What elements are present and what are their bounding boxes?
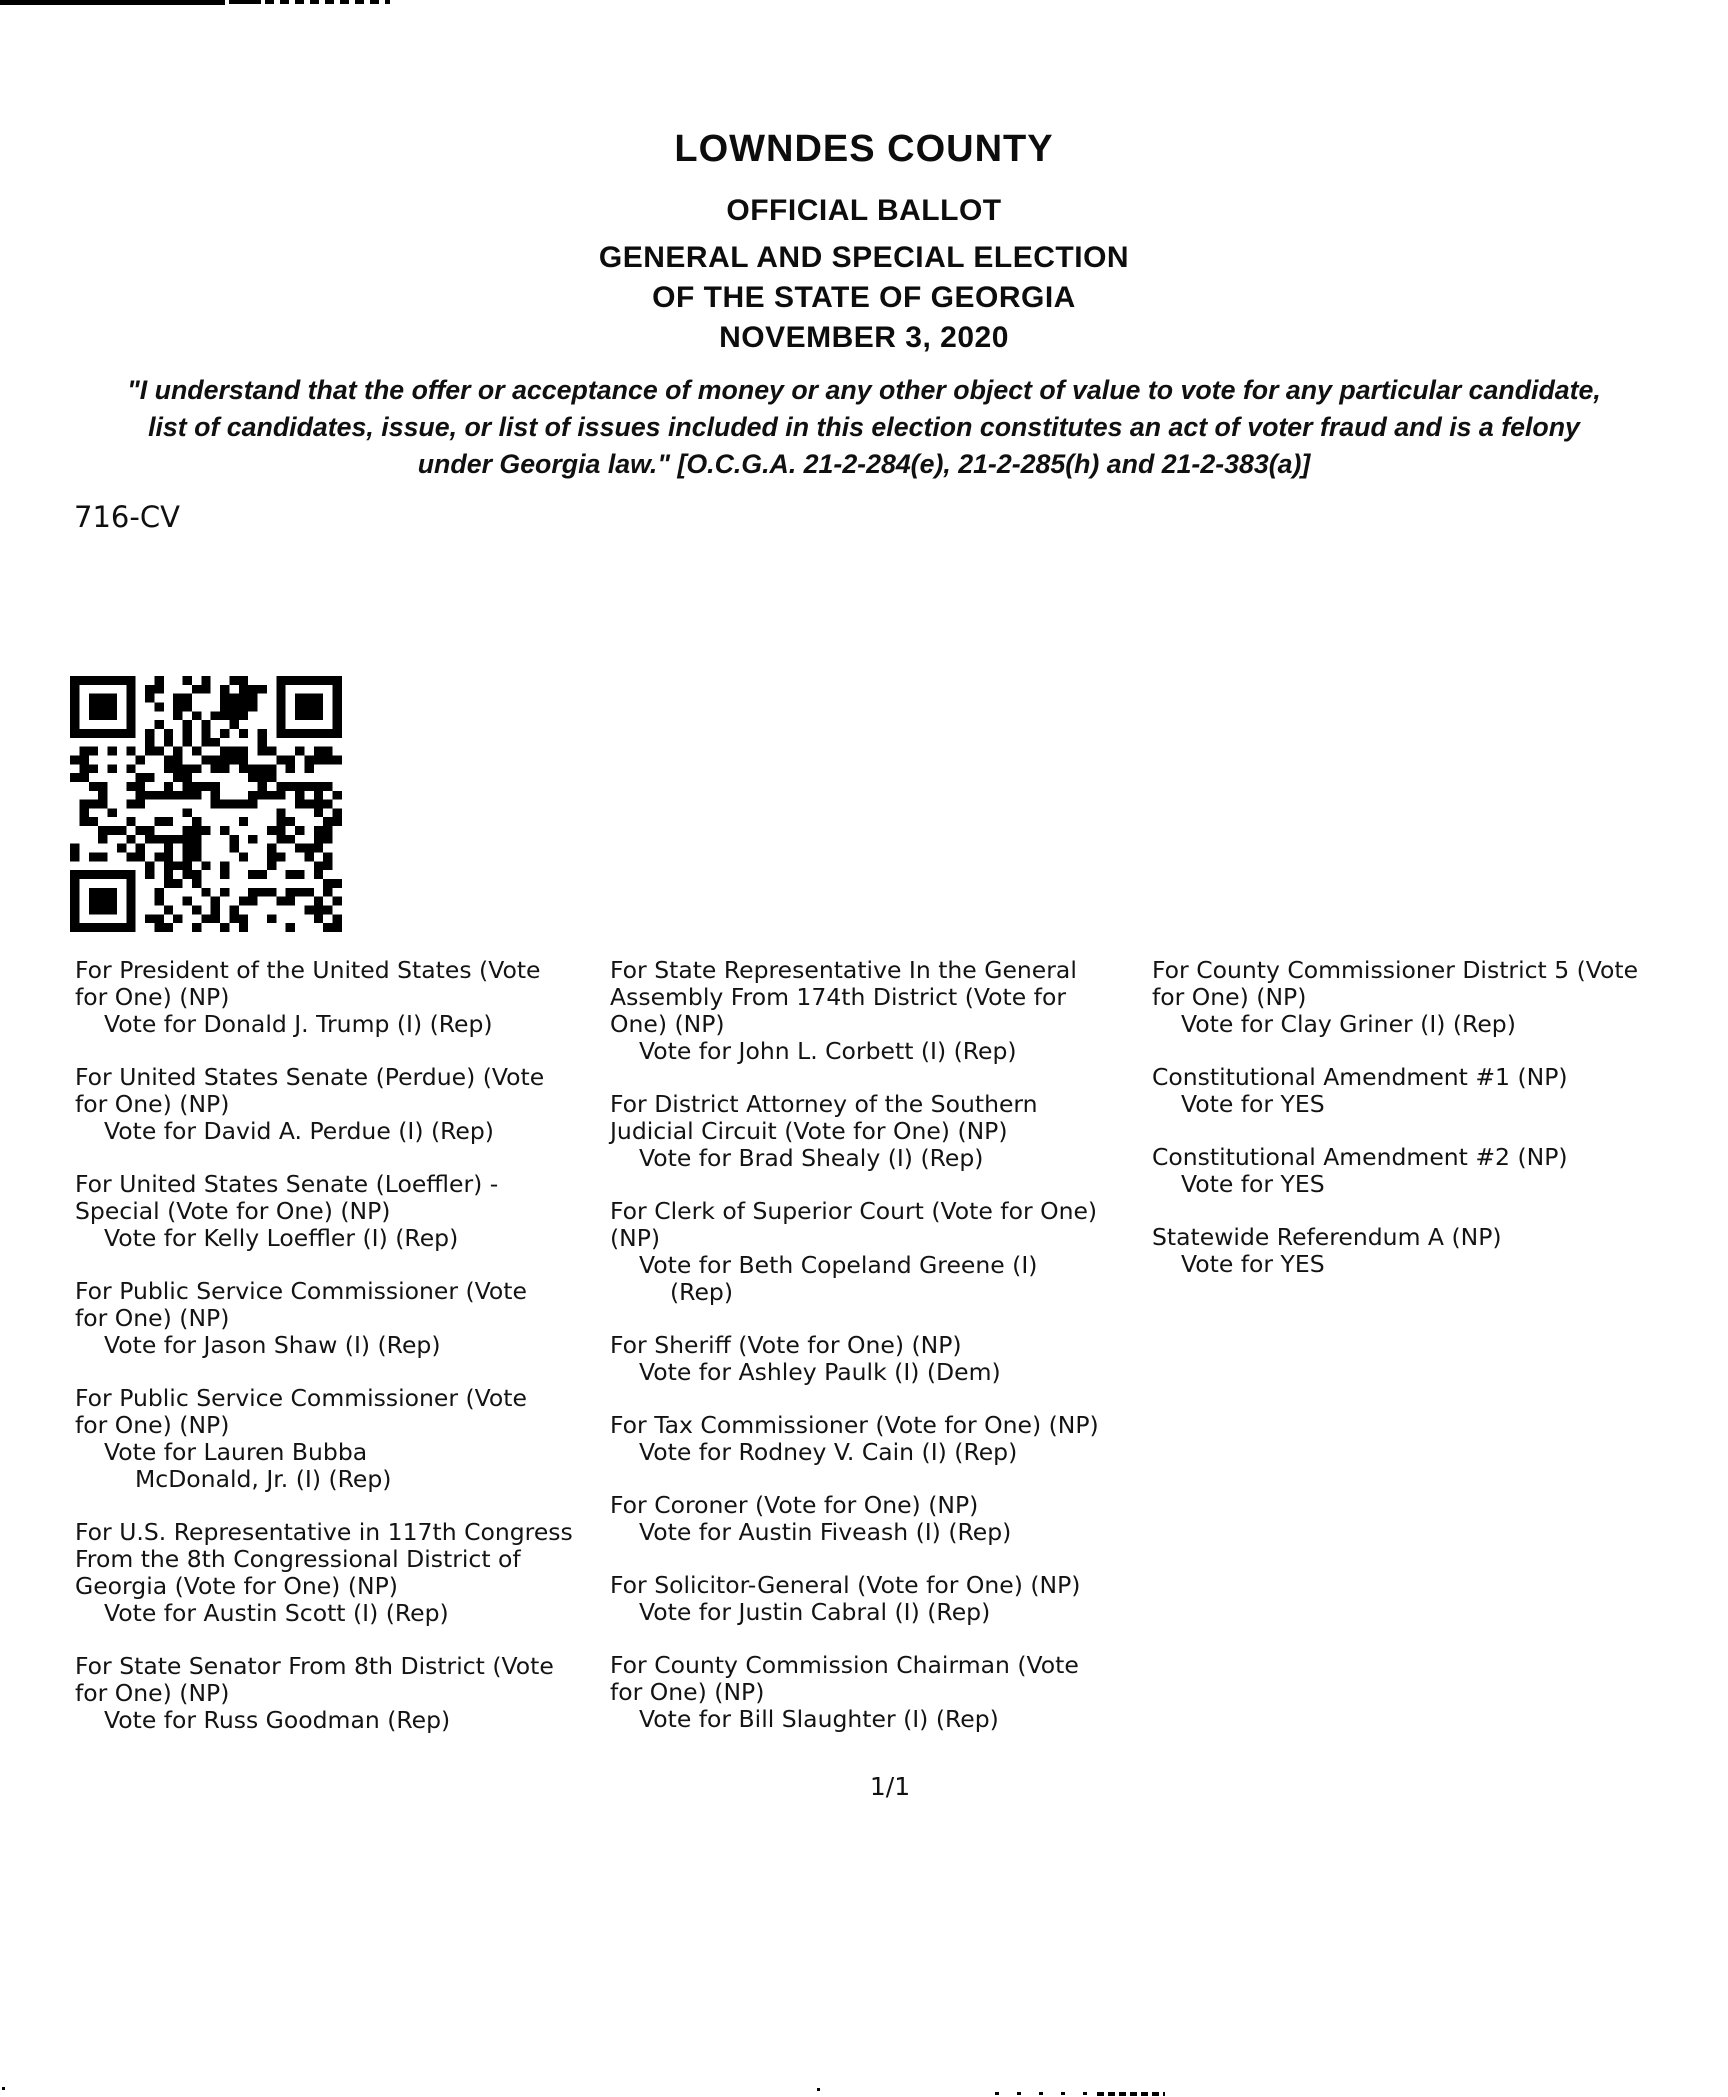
contest (610, 1652, 1155, 1733)
scan-artifact-top-dashes (265, 0, 390, 4)
contest-title-line: For Solicitor-General (Vote for One) (NP) (610, 1571, 1081, 1599)
contest-title-line: for One) (NP) (75, 1090, 230, 1118)
vote-selection-line: Vote for YES (1181, 1170, 1325, 1198)
vote-selection-line: Vote for Lauren Bubba (104, 1438, 368, 1466)
contest-title-line: For President of the United States (Vote (75, 956, 541, 984)
contest (610, 1198, 1155, 1306)
vote-selection-line: Vote for YES (1181, 1090, 1325, 1118)
contest-title-line: for One) (NP) (75, 983, 230, 1011)
scan-artifact-top-bar (0, 0, 225, 5)
contest-title-line: For State Representative In the General (610, 956, 1077, 984)
vote-selection-line: Vote for Russ Goodman (Rep) (104, 1706, 451, 1734)
contest-title-line: For Sheriff (Vote for One) (NP) (610, 1331, 962, 1359)
contest (610, 1332, 1155, 1386)
vote-selection-line: Vote for Justin Cabral (I) (Rep) (639, 1598, 991, 1626)
contest-title-line: For County Commission Chairman (Vote (610, 1651, 1079, 1679)
election-title (0, 238, 1728, 358)
contest-title-line: For Public Service Commissioner (Vote (75, 1277, 527, 1305)
scan-artifact-speck (2, 2087, 5, 2090)
vote-selection-line: Vote for David A. Perdue (I) (Rep) (104, 1117, 494, 1145)
contest (75, 957, 615, 1038)
contest-title-line: for One) (NP) (75, 1679, 230, 1707)
vote-selection-line: Vote for Beth Copeland Greene (I) (639, 1251, 1038, 1279)
ballot-style-code: 716-CV (74, 500, 180, 534)
contest-title-line: From the 8th Congressional District of (75, 1545, 521, 1573)
contest-title-line: For United States Senate (Loeffler) - (75, 1170, 499, 1198)
contest (1152, 1064, 1728, 1118)
contest-title-line: for One) (NP) (1152, 983, 1307, 1011)
vote-selection-line: McDonald, Jr. (I) (Rep) (135, 1465, 392, 1493)
contest (1152, 1224, 1728, 1278)
page-number (0, 1772, 1728, 1801)
ballot-column-1 (75, 957, 615, 1760)
contest (75, 1064, 615, 1145)
vote-selection-line: Vote for Brad Shealy (I) (Rep) (639, 1144, 984, 1172)
ballot-column-3 (1152, 957, 1728, 1304)
contest-title-line: for One) (NP) (610, 1678, 765, 1706)
contest (75, 1385, 615, 1493)
contest (75, 1519, 615, 1627)
contest (610, 1572, 1155, 1626)
vote-selection-line: (Rep) (670, 1278, 733, 1306)
contest (610, 1091, 1155, 1172)
contest-title-line: For State Senator From 8th District (Vote (75, 1652, 554, 1680)
contest (75, 1653, 615, 1734)
vote-selection-line: Vote for Jason Shaw (I) (Rep) (104, 1331, 441, 1359)
contest-title-line: For Clerk of Superior Court (Vote for One) (610, 1197, 1098, 1225)
vote-selection-line: Vote for Austin Fiveash (I) (Rep) (639, 1518, 1012, 1546)
contest-title-line: for One) (NP) (75, 1411, 230, 1439)
contest (610, 957, 1155, 1065)
contest-title-line: For United States Senate (Perdue) (Vote (75, 1063, 545, 1091)
contest-title-line: Assembly From 174th District (Vote for (610, 983, 1066, 1011)
contest-title-line: One) (NP) (610, 1010, 725, 1038)
contest (75, 1171, 615, 1252)
contest-title-line: For Coroner (Vote for One) (NP) (610, 1491, 979, 1519)
disclaimer-line: "I understand that the offer or acceptance of money or any other object of value to vote for any particular candidate, (127, 375, 1601, 405)
contest (610, 1492, 1155, 1546)
ballot-column-2 (610, 957, 1155, 1759)
vote-selection-line: Vote for John L. Corbett (I) (Rep) (639, 1037, 1017, 1065)
scan-artifact-top-bar (229, 0, 261, 4)
contest-title-line: For Public Service Commissioner (Vote (75, 1384, 527, 1412)
contest-title-line: (NP) (610, 1224, 661, 1252)
vote-selection-line: Vote for Clay Griner (I) (Rep) (1181, 1010, 1516, 1038)
vote-selection-line: Vote for Kelly Loeffler (I) (Rep) (104, 1224, 459, 1252)
contest-title-line: For U.S. Representative in 117th Congress (75, 1518, 573, 1546)
contest-title-line: For Tax Commissioner (Vote for One) (NP) (610, 1411, 1099, 1439)
contest-title-line: Judicial Circuit (Vote for One) (NP) (610, 1117, 1008, 1145)
contest (1152, 957, 1728, 1038)
contest-title-line: Constitutional Amendment #1 (NP) (1152, 1063, 1568, 1091)
scan-artifact-speck (817, 2088, 820, 2091)
election-date-line: NOVEMBER 3, 2020 (719, 321, 1009, 354)
disclaimer-line: under Georgia law." [O.C.G.A. 21-2-284(e), 21-2-285(h) and 21-2-383(a)] (417, 449, 1311, 479)
vote-selection-line: Vote for Austin Scott (I) (Rep) (104, 1599, 449, 1627)
contest-columns (0, 957, 1728, 1757)
page-number-text: 1/1 (869, 1772, 911, 1801)
contest (1152, 1144, 1728, 1198)
contest-title-line: Georgia (Vote for One) (NP) (75, 1572, 398, 1600)
scan-artifact-bottom-dots (995, 2092, 1095, 2095)
voter-fraud-disclaimer (0, 372, 1728, 483)
vote-selection-line: Vote for Ashley Paulk (I) (Dem) (639, 1358, 1001, 1386)
election-title-line: OF THE STATE OF GEORGIA (652, 281, 1076, 314)
contest (610, 1412, 1155, 1466)
disclaimer-line: list of candidates, issue, or list of issues included in this election constitutes an act of voter fraud and is a felony (148, 412, 1580, 442)
contest-title-line: Special (Vote for One) (NP) (75, 1197, 391, 1225)
vote-selection-line: Vote for Donald J. Trump (I) (Rep) (104, 1010, 493, 1038)
vote-selection-line: Vote for Rodney V. Cain (I) (Rep) (639, 1438, 1018, 1466)
contest (75, 1278, 615, 1359)
contest-title-line: For County Commissioner District 5 (Vote (1152, 956, 1639, 984)
contest-title-line: For District Attorney of the Southern (610, 1090, 1038, 1118)
ballot-type-title: OFFICIAL BALLOT (726, 194, 1002, 227)
election-title-line: GENERAL AND SPECIAL ELECTION (598, 241, 1130, 274)
scan-artifact-bottom-dashes (1097, 2092, 1165, 2096)
contest-title-line: Constitutional Amendment #2 (NP) (1152, 1143, 1568, 1171)
vote-selection-line: Vote for YES (1181, 1250, 1325, 1278)
county-title: LOWNDES COUNTY (674, 128, 1054, 170)
qr-code (70, 676, 342, 932)
contest-title-line: for One) (NP) (75, 1304, 230, 1332)
vote-selection-line: Vote for Bill Slaughter (I) (Rep) (639, 1705, 999, 1733)
contest-title-line: Statewide Referendum A (NP) (1152, 1223, 1502, 1251)
